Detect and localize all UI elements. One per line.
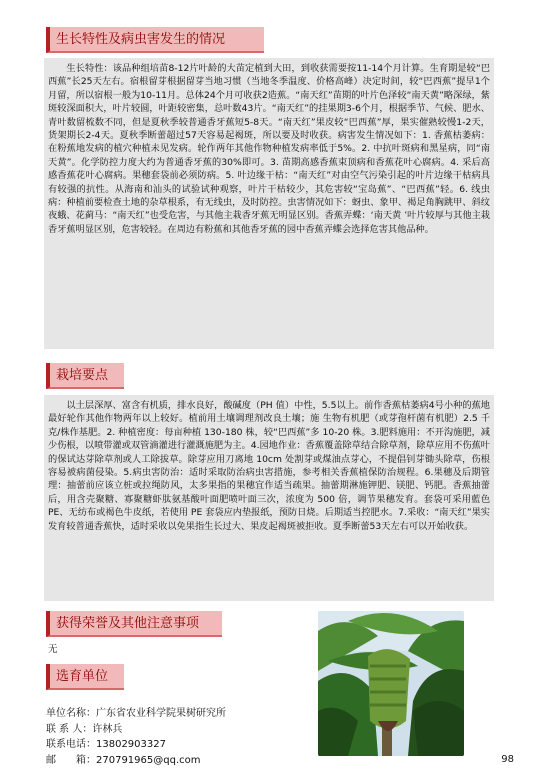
contact-row-phone	[46, 737, 226, 753]
section-heading-breeder	[46, 664, 124, 690]
contact-label: 单位名称：	[46, 708, 96, 719]
cultivation-paragraph: 以土层深厚、富含有机质，排水良好，酸碱度（PH 值）中性，5.5以上。前作香蕉枯萎病4号小种的蕉地最好轮作其他作物两年以上较好。植前用土壤调理剂改良土壤；施 生物有机肥（或芽孢杆菌有机肥）2.5 千克/株作基肥。2. 种植密度：每亩种植 130-180 株，较“巴西蕉”多 10-20 株。3.肥料施用：不开沟施肥，减少伤根，以喷带灌或双管滴灌进行灌溉施肥为主。4.园地作业：香蕉覆盖除草结合除草剂，除草应用不伤蕉叶的保试达芽除草剂或人工除拔草。除芽应用刀离地 10cm 处割芽或煤油点芽心，不提倡钊芽锄头除草，伤根容易被病菌侵染。5.病虫害防治：适时采取防治病虫害措施，参考相关香蕉植保防治规程。6.果穗及后期管理：抽蕾前应该立桩或拉绳防风，太多果指的果穗宜作适当疏果。抽蕾期淋施钾肥、镁肥、钙肥。香蕉抽蕾后，用含壳聚糖、寡聚糖虾肽氨基酸叶面肥喷叶面三次，浓度为 500 倍，调节果穗发育。套袋可采用藍色 PE、无纺布或褐色牛皮纸，若使用 PE 套袋应内垫报纸，预防日烧。后期适当控肥水。7.采收：“南天红”果实发育较普通香蕉快，适时采收以免果指生长过大、果皮起褐斑被拒收。夏季断蕾53天左右可以开始收获。	[48, 400, 490, 532]
contact-value: 270791965@qq.com	[96, 754, 201, 766]
section-title: 生长特性及病虫害发生的情况	[56, 32, 226, 47]
contact-value: 许林兵	[92, 723, 123, 735]
section-title: 栽培要点	[56, 368, 109, 383]
section-heading-honors	[46, 611, 222, 637]
contact-label: 邮 箱：	[46, 754, 96, 766]
contact-label: 联 系 人：	[46, 723, 93, 735]
banana-plant-photo	[318, 611, 464, 756]
section-title: 选育单位	[56, 669, 109, 684]
contact-value: 13802903327	[96, 739, 166, 750]
contact-row-unit	[46, 706, 226, 722]
section-heading-cultivation	[46, 363, 124, 389]
growth-paragraph: 生长特性：该品种组培苗8-12片叶龄的大苗定植到大田，到收获需要按11-14个月计算。生育期是较“巴西蕉”长25天左右。宿根留芽根据留芽当地习惯（当地冬季温度、价格高峰）决定时间，较“巴西蕉”提早1个月留，所以宿根一般为10-11月。总体24个月可收获2造蕉。“南天红”苗期的叶片色泽较“南天黄”略深绿，紫斑较深面积大，叶片较圆，叶距较密集，总叶数43片。“南天红”的挂果期3-6个月，根据季节、气候、肥水、青叶数留梳数不同，但是夏秋季较普通香牙蕉短5-8天。“南天红”果皮较“巴西蕉”厚，果实催熟较慢1-2天，货架期长2-4天。夏秋季断蕾超过57天容易起褐斑，所以要及时收获。病害发生情况如下：1. 香蕉枯萎病：在粉蕉地发病的植穴种植未见发病。轮作两年其他作物种植发病率低于5%。2. 中抗叶斑病和黑星病，同“南天黄”。化学防控力度大约为普通香牙蕉的30%即可。3. 苗期高感香蕉束顶病和香蕉花叶心腐病。4. 采后高感香蕉花叶心腐病。果穗套袋前必须防病。5. 叶边缘干枯：“南天红”对由空气污染引起的叶片边缘干枯病具有较强的抗性。从海南和汕头的试验试种观察，叶片干枯较少，其危害较“宝岛蕉”、“巴西蕉”轻。6. 线虫病：种植前要检查土地的杂草根系，有无线虫，及时防控。虫害情况如下：蚜虫、象甲、褐足角胸跳甲、斜纹夜蛾、花蓟马：“南天红”也受危害，与其他主栽香牙蕉无明显区别。香蕉弄蝶：‘南天黄 ’叶片较厚与其他主栽香牙蕉明显区别，危害较轻。在周边有粉蕉和其他香牙蕉的园中香蕉弄蝶会选择危害其他品种。	[48, 63, 490, 235]
contact-value: 广东省农业科学院果树研究所	[96, 708, 226, 719]
growth-text-block	[44, 58, 494, 349]
honors-text: 无	[48, 644, 58, 655]
section-heading-growth	[46, 27, 264, 53]
breeder-contact-info	[46, 706, 226, 768]
contact-row-email	[46, 753, 226, 769]
page-number: 98	[501, 754, 514, 765]
banana-plant-photo-svg	[318, 611, 464, 756]
section-title: 获得荣誉及其他注意事项	[56, 616, 200, 631]
cultivation-text-block	[44, 395, 494, 601]
contact-label: 联系电话：	[46, 739, 96, 750]
contact-row-person	[46, 722, 226, 738]
